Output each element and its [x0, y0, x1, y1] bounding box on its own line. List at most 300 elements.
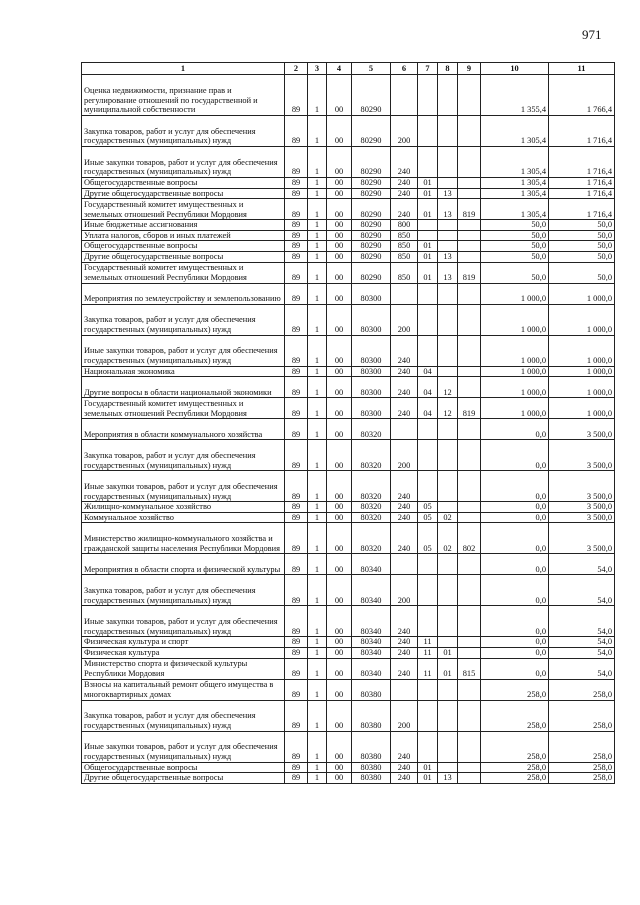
code-gov-cell: 89 [285, 773, 308, 784]
code-1-cell: 1 [308, 230, 327, 241]
code-expense-type-cell: 850 [391, 230, 418, 241]
code-program-cell: 00 [327, 188, 352, 199]
code-ministry-cell [458, 241, 481, 252]
column-header: 11 [549, 63, 615, 75]
code-gov-cell: 89 [285, 377, 308, 398]
code-expense-type-cell: 850 [391, 262, 418, 283]
amount-year-1-cell: 1 305,4 [481, 199, 549, 220]
amount-year-2-cell: 258,0 [549, 773, 615, 784]
table-row [82, 398, 615, 419]
amount-year-1-cell: 258,0 [481, 762, 549, 773]
code-ministry-cell [458, 335, 481, 366]
amount-year-1-cell: 1 305,4 [481, 178, 549, 189]
code-program-cell: 00 [327, 679, 352, 700]
item-name-cell: Иные закупки товаров, работ и услуг для обеспечения государственных (муниципальных) нужд [82, 471, 285, 502]
code-ministry-cell [458, 75, 481, 116]
table-row [82, 606, 615, 637]
amount-year-1-cell: 0,0 [481, 471, 549, 502]
table-row [82, 283, 615, 304]
code-target-cell: 80340 [352, 647, 391, 658]
code-gov-cell: 89 [285, 241, 308, 252]
code-ministry-cell [458, 251, 481, 262]
code-program-cell: 00 [327, 241, 352, 252]
code-gov-cell: 89 [285, 188, 308, 199]
amount-year-2-cell: 1 716,4 [549, 199, 615, 220]
code-1-cell: 1 [308, 606, 327, 637]
amount-year-1-cell: 0,0 [481, 502, 549, 513]
code-expense-type-cell: 240 [391, 178, 418, 189]
code-program-cell: 00 [327, 658, 352, 679]
code-1-cell: 1 [308, 647, 327, 658]
amount-year-2-cell: 1 716,4 [549, 147, 615, 178]
amount-year-1-cell: 258,0 [481, 773, 549, 784]
column-header: 4 [327, 63, 352, 75]
code-gov-cell: 89 [285, 230, 308, 241]
code-ministry-cell [458, 283, 481, 304]
code-1-cell: 1 [308, 700, 327, 731]
code-expense-type-cell: 240 [391, 398, 418, 419]
code-program-cell: 00 [327, 637, 352, 648]
code-subsection-cell [438, 575, 458, 606]
code-gov-cell: 89 [285, 512, 308, 523]
code-section-cell [418, 700, 438, 731]
code-program-cell: 00 [327, 700, 352, 731]
code-section-cell: 01 [418, 199, 438, 220]
code-ministry-cell [458, 762, 481, 773]
item-name-cell: Национальная экономика [82, 366, 285, 377]
amount-year-2-cell: 54,0 [549, 647, 615, 658]
table-row [82, 773, 615, 784]
table-row [82, 220, 615, 231]
amount-year-1-cell: 1 000,0 [481, 304, 549, 335]
item-name-cell: Иные закупки товаров, работ и услуг для обеспечения государственных (муниципальных) нужд [82, 335, 285, 366]
table-row [82, 554, 615, 575]
code-subsection-cell [438, 679, 458, 700]
code-gov-cell: 89 [285, 335, 308, 366]
code-ministry-cell [458, 220, 481, 231]
code-target-cell: 80320 [352, 523, 391, 554]
code-target-cell: 80290 [352, 241, 391, 252]
code-target-cell: 80290 [352, 178, 391, 189]
table-row [82, 700, 615, 731]
item-name-cell: Министерство жилищно-коммунального хозяйства и гражданской защиты населения Республики Мордовия [82, 523, 285, 554]
code-section-cell [418, 220, 438, 231]
code-subsection-cell [438, 335, 458, 366]
code-expense-type-cell: 240 [391, 773, 418, 784]
code-program-cell: 00 [327, 419, 352, 440]
code-subsection-cell [438, 502, 458, 513]
code-1-cell: 1 [308, 658, 327, 679]
item-name-cell: Государственный комитет имущественных и земельных отношений Республики Мордовия [82, 398, 285, 419]
code-target-cell: 80290 [352, 75, 391, 116]
code-gov-cell: 89 [285, 471, 308, 502]
code-target-cell: 80290 [352, 147, 391, 178]
code-ministry-cell [458, 419, 481, 440]
table-row [82, 440, 615, 471]
code-program-cell: 00 [327, 512, 352, 523]
amount-year-1-cell: 0,0 [481, 637, 549, 648]
amount-year-1-cell: 0,0 [481, 440, 549, 471]
code-expense-type-cell: 240 [391, 147, 418, 178]
code-program-cell: 00 [327, 335, 352, 366]
item-name-cell: Иные бюджетные ассигнования [82, 220, 285, 231]
column-header: 8 [438, 63, 458, 75]
code-expense-type-cell: 200 [391, 304, 418, 335]
amount-year-2-cell: 258,0 [549, 731, 615, 762]
item-name-cell: Физическая культура и спорт [82, 637, 285, 648]
amount-year-2-cell: 3 500,0 [549, 471, 615, 502]
code-1-cell: 1 [308, 147, 327, 178]
table-row [82, 679, 615, 700]
code-program-cell: 00 [327, 304, 352, 335]
code-subsection-cell [438, 700, 458, 731]
column-header: 6 [391, 63, 418, 75]
amount-year-1-cell: 50,0 [481, 251, 549, 262]
code-section-cell [418, 419, 438, 440]
code-subsection-cell [438, 471, 458, 502]
amount-year-2-cell: 1 766,4 [549, 75, 615, 116]
amount-year-2-cell: 3 500,0 [549, 523, 615, 554]
amount-year-1-cell: 50,0 [481, 241, 549, 252]
amount-year-2-cell: 50,0 [549, 251, 615, 262]
amount-year-1-cell: 0,0 [481, 606, 549, 637]
item-name-cell: Другие общегосударственные вопросы [82, 773, 285, 784]
code-section-cell [418, 606, 438, 637]
column-header: 9 [458, 63, 481, 75]
code-expense-type-cell: 240 [391, 199, 418, 220]
code-expense-type-cell: 240 [391, 762, 418, 773]
code-target-cell: 80320 [352, 440, 391, 471]
table-row [82, 366, 615, 377]
code-expense-type-cell: 200 [391, 575, 418, 606]
code-subsection-cell [438, 731, 458, 762]
amount-year-2-cell: 1 000,0 [549, 304, 615, 335]
code-section-cell: 01 [418, 188, 438, 199]
code-expense-type-cell: 240 [391, 606, 418, 637]
code-program-cell: 00 [327, 377, 352, 398]
code-expense-type-cell [391, 679, 418, 700]
code-expense-type-cell: 240 [391, 502, 418, 513]
table-row [82, 575, 615, 606]
code-section-cell: 01 [418, 773, 438, 784]
code-section-cell: 01 [418, 178, 438, 189]
code-subsection-cell: 13 [438, 773, 458, 784]
table-row [82, 471, 615, 502]
code-target-cell: 80290 [352, 230, 391, 241]
code-subsection-cell: 01 [438, 647, 458, 658]
code-gov-cell: 89 [285, 220, 308, 231]
header-row [82, 63, 615, 75]
code-section-cell [418, 230, 438, 241]
column-header: 10 [481, 63, 549, 75]
code-gov-cell: 89 [285, 283, 308, 304]
amount-year-2-cell: 54,0 [549, 658, 615, 679]
code-gov-cell: 89 [285, 419, 308, 440]
code-subsection-cell: 02 [438, 512, 458, 523]
table-row [82, 512, 615, 523]
code-section-cell [418, 471, 438, 502]
code-expense-type-cell: 240 [391, 647, 418, 658]
code-expense-type-cell: 240 [391, 637, 418, 648]
code-gov-cell: 89 [285, 502, 308, 513]
code-program-cell: 00 [327, 731, 352, 762]
code-program-cell: 00 [327, 251, 352, 262]
amount-year-2-cell: 50,0 [549, 220, 615, 231]
code-program-cell: 00 [327, 502, 352, 513]
code-subsection-cell [438, 440, 458, 471]
item-name-cell: Физическая культура [82, 647, 285, 658]
column-header: 3 [308, 63, 327, 75]
page-number: 971 [582, 27, 602, 42]
code-section-cell: 04 [418, 377, 438, 398]
code-1-cell: 1 [308, 283, 327, 304]
amount-year-1-cell: 0,0 [481, 419, 549, 440]
code-program-cell: 00 [327, 116, 352, 147]
code-1-cell: 1 [308, 251, 327, 262]
amount-year-1-cell: 0,0 [481, 523, 549, 554]
code-program-cell: 00 [327, 773, 352, 784]
code-section-cell: 01 [418, 251, 438, 262]
table-row [82, 335, 615, 366]
item-name-cell: Взносы на капитальный ремонт общего имущества в многоквартирных домах [82, 679, 285, 700]
code-1-cell: 1 [308, 512, 327, 523]
item-name-cell: Иные закупки товаров, работ и услуг для обеспечения государственных (муниципальных) нужд [82, 606, 285, 637]
code-expense-type-cell [391, 554, 418, 575]
code-expense-type-cell: 200 [391, 116, 418, 147]
code-section-cell [418, 575, 438, 606]
code-target-cell: 80290 [352, 116, 391, 147]
item-name-cell: Государственный комитет имущественных и земельных отношений Республики Мордовия [82, 262, 285, 283]
code-subsection-cell: 13 [438, 251, 458, 262]
amount-year-2-cell: 1 000,0 [549, 377, 615, 398]
code-1-cell: 1 [308, 502, 327, 513]
code-target-cell: 80380 [352, 700, 391, 731]
table-row [82, 523, 615, 554]
amount-year-2-cell: 54,0 [549, 575, 615, 606]
code-subsection-cell: 13 [438, 262, 458, 283]
code-expense-type-cell: 850 [391, 241, 418, 252]
amount-year-1-cell: 0,0 [481, 647, 549, 658]
code-subsection-cell [438, 554, 458, 575]
code-1-cell: 1 [308, 199, 327, 220]
item-name-cell: Мероприятия в области спорта и физической культуры [82, 554, 285, 575]
code-subsection-cell [438, 762, 458, 773]
item-name-cell: Жилищно-коммунальное хозяйство [82, 502, 285, 513]
code-1-cell: 1 [308, 220, 327, 231]
amount-year-1-cell: 1 305,4 [481, 188, 549, 199]
amount-year-1-cell: 0,0 [481, 554, 549, 575]
code-subsection-cell: 13 [438, 188, 458, 199]
column-header: 7 [418, 63, 438, 75]
code-1-cell: 1 [308, 731, 327, 762]
code-expense-type-cell: 800 [391, 220, 418, 231]
code-target-cell: 80380 [352, 679, 391, 700]
code-program-cell: 00 [327, 283, 352, 304]
code-gov-cell: 89 [285, 762, 308, 773]
code-section-cell [418, 440, 438, 471]
amount-year-2-cell: 258,0 [549, 679, 615, 700]
code-program-cell: 00 [327, 262, 352, 283]
amount-year-1-cell: 0,0 [481, 575, 549, 606]
item-name-cell: Закупка товаров, работ и услуг для обеспечения государственных (муниципальных) нужд [82, 304, 285, 335]
code-subsection-cell [438, 304, 458, 335]
code-target-cell: 80320 [352, 419, 391, 440]
code-target-cell: 80380 [352, 762, 391, 773]
code-1-cell: 1 [308, 419, 327, 440]
code-section-cell: 01 [418, 262, 438, 283]
code-expense-type-cell: 240 [391, 731, 418, 762]
code-target-cell: 80300 [352, 366, 391, 377]
code-subsection-cell: 02 [438, 523, 458, 554]
code-gov-cell: 89 [285, 554, 308, 575]
amount-year-2-cell: 1 716,4 [549, 178, 615, 189]
item-name-cell: Другие вопросы в области национальной экономики [82, 377, 285, 398]
code-subsection-cell [438, 283, 458, 304]
code-section-cell [418, 147, 438, 178]
amount-year-2-cell: 3 500,0 [549, 512, 615, 523]
code-section-cell [418, 731, 438, 762]
code-ministry-cell [458, 637, 481, 648]
code-1-cell: 1 [308, 440, 327, 471]
amount-year-2-cell: 3 500,0 [549, 419, 615, 440]
code-section-cell: 01 [418, 241, 438, 252]
code-program-cell: 00 [327, 762, 352, 773]
code-1-cell: 1 [308, 304, 327, 335]
amount-year-2-cell: 54,0 [549, 606, 615, 637]
amount-year-2-cell: 50,0 [549, 230, 615, 241]
table-row [82, 647, 615, 658]
code-target-cell: 80340 [352, 658, 391, 679]
code-program-cell: 00 [327, 178, 352, 189]
item-name-cell: Мероприятия в области коммунального хозяйства [82, 419, 285, 440]
item-name-cell: Иные закупки товаров, работ и услуг для обеспечения государственных (муниципальных) нужд [82, 731, 285, 762]
code-section-cell: 11 [418, 647, 438, 658]
code-target-cell: 80300 [352, 398, 391, 419]
code-ministry-cell: 819 [458, 262, 481, 283]
amount-year-1-cell: 0,0 [481, 512, 549, 523]
code-gov-cell: 89 [285, 116, 308, 147]
code-section-cell: 05 [418, 523, 438, 554]
code-target-cell: 80300 [352, 304, 391, 335]
code-gov-cell: 89 [285, 637, 308, 648]
code-gov-cell: 89 [285, 523, 308, 554]
code-expense-type-cell: 240 [391, 188, 418, 199]
amount-year-2-cell: 50,0 [549, 262, 615, 283]
code-expense-type-cell [391, 419, 418, 440]
code-subsection-cell [438, 220, 458, 231]
amount-year-1-cell: 1 000,0 [481, 335, 549, 366]
code-subsection-cell: 13 [438, 199, 458, 220]
amount-year-1-cell: 1 305,4 [481, 116, 549, 147]
code-subsection-cell [438, 366, 458, 377]
code-section-cell: 04 [418, 398, 438, 419]
code-gov-cell: 89 [285, 679, 308, 700]
code-ministry-cell: 802 [458, 523, 481, 554]
code-section-cell [418, 116, 438, 147]
code-gov-cell: 89 [285, 440, 308, 471]
amount-year-2-cell: 50,0 [549, 241, 615, 252]
code-subsection-cell [438, 241, 458, 252]
code-gov-cell: 89 [285, 700, 308, 731]
code-expense-type-cell: 200 [391, 700, 418, 731]
code-ministry-cell [458, 700, 481, 731]
code-gov-cell: 89 [285, 658, 308, 679]
amount-year-1-cell: 50,0 [481, 262, 549, 283]
code-section-cell: 05 [418, 512, 438, 523]
table-row [82, 304, 615, 335]
code-gov-cell: 89 [285, 606, 308, 637]
table-row [82, 637, 615, 648]
item-name-cell: Оценка недвижимости, признание прав и регулирование отношений по государственной и муниципальной собственности [82, 75, 285, 116]
code-subsection-cell [438, 637, 458, 648]
table-row [82, 731, 615, 762]
code-target-cell: 80290 [352, 188, 391, 199]
code-gov-cell: 89 [285, 575, 308, 606]
item-name-cell: Общегосударственные вопросы [82, 178, 285, 189]
code-1-cell: 1 [308, 575, 327, 606]
amount-year-2-cell: 3 500,0 [549, 440, 615, 471]
amount-year-1-cell: 258,0 [481, 700, 549, 731]
amount-year-2-cell: 1 716,4 [549, 116, 615, 147]
item-name-cell: Иные закупки товаров, работ и услуг для обеспечения государственных (муниципальных) нужд [82, 147, 285, 178]
code-program-cell: 00 [327, 199, 352, 220]
code-program-cell: 00 [327, 575, 352, 606]
code-1-cell: 1 [308, 116, 327, 147]
code-program-cell: 00 [327, 398, 352, 419]
table-row [82, 262, 615, 283]
code-gov-cell: 89 [285, 147, 308, 178]
code-target-cell: 80320 [352, 512, 391, 523]
amount-year-1-cell: 50,0 [481, 220, 549, 231]
code-gov-cell: 89 [285, 262, 308, 283]
code-program-cell: 00 [327, 220, 352, 231]
table-row [82, 188, 615, 199]
code-1-cell: 1 [308, 554, 327, 575]
amount-year-2-cell: 1 000,0 [549, 283, 615, 304]
code-ministry-cell [458, 647, 481, 658]
code-section-cell [418, 75, 438, 116]
table-row [82, 147, 615, 178]
code-subsection-cell: 12 [438, 398, 458, 419]
code-ministry-cell [458, 471, 481, 502]
amount-year-2-cell: 258,0 [549, 762, 615, 773]
amount-year-1-cell: 258,0 [481, 679, 549, 700]
code-ministry-cell: 815 [458, 658, 481, 679]
amount-year-2-cell: 258,0 [549, 700, 615, 731]
column-header: 2 [285, 63, 308, 75]
item-name-cell: Другие общегосударственные вопросы [82, 251, 285, 262]
code-section-cell [418, 679, 438, 700]
code-target-cell: 80290 [352, 262, 391, 283]
code-1-cell: 1 [308, 377, 327, 398]
item-name-cell: Мероприятия по землеустройству и землепользованию [82, 283, 285, 304]
table-row [82, 419, 615, 440]
code-ministry-cell [458, 178, 481, 189]
amount-year-2-cell: 1 000,0 [549, 366, 615, 377]
code-expense-type-cell: 240 [391, 523, 418, 554]
budget-table [81, 62, 615, 784]
code-expense-type-cell: 240 [391, 512, 418, 523]
code-1-cell: 1 [308, 773, 327, 784]
item-name-cell: Закупка товаров, работ и услуг для обеспечения государственных (муниципальных) нужд [82, 700, 285, 731]
code-expense-type-cell: 240 [391, 377, 418, 398]
code-program-cell: 00 [327, 523, 352, 554]
amount-year-1-cell: 258,0 [481, 731, 549, 762]
code-1-cell: 1 [308, 637, 327, 648]
code-program-cell: 00 [327, 147, 352, 178]
code-target-cell: 80300 [352, 283, 391, 304]
item-name-cell: Коммунальное хозяйство [82, 512, 285, 523]
